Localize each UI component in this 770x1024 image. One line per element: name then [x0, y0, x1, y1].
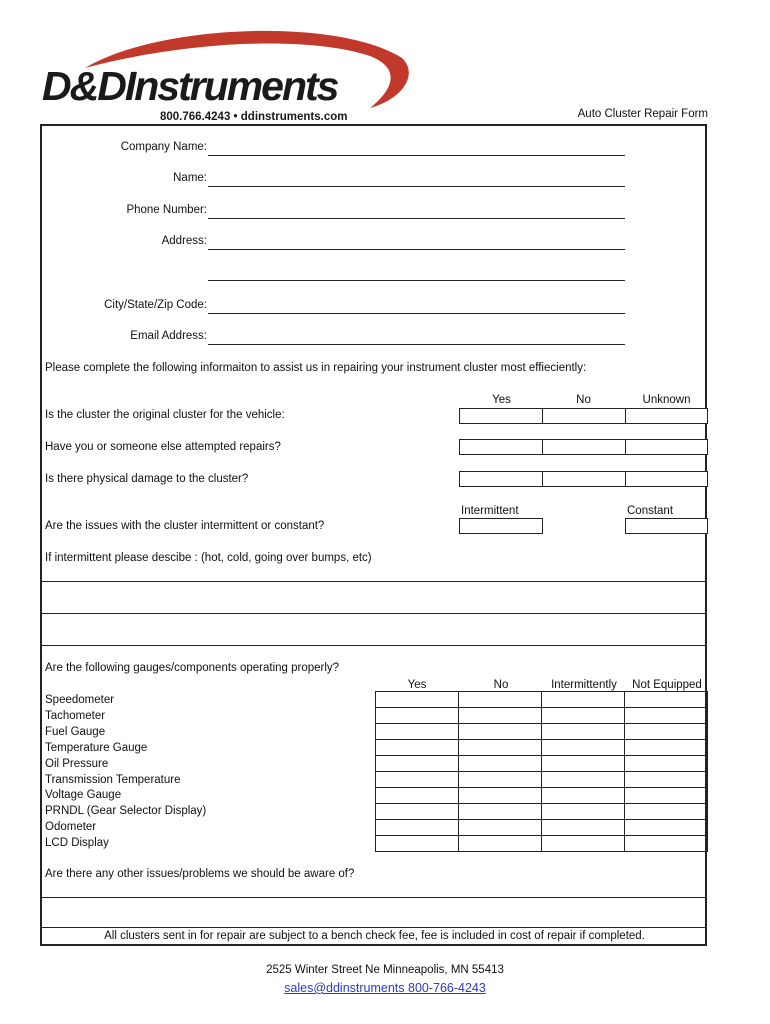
other-issues-field[interactable] [42, 898, 707, 927]
gauge-speedometer: Speedometer [45, 694, 115, 706]
gauge-row [376, 788, 708, 804]
gauge-yes-checkbox[interactable] [376, 708, 459, 724]
gauge-not-equipped-checkbox[interactable] [625, 724, 708, 740]
gauge-no-checkbox[interactable] [459, 820, 542, 836]
name-field[interactable] [208, 186, 625, 187]
gauge-intermittently-checkbox[interactable] [542, 692, 625, 708]
footer-address: 2525 Winter Street Ne Minneapolis, MN 55413 [266, 964, 504, 976]
question-attempted-repairs: Have you or someone else attempted repairs? [45, 441, 281, 453]
answer-unknown-box[interactable] [625, 408, 708, 424]
gauge-row [376, 756, 708, 772]
gauge-not-equipped-checkbox[interactable] [625, 740, 708, 756]
intermittent-description-field-2[interactable] [42, 614, 707, 645]
gauge-oil-pressure: Oil Pressure [45, 757, 109, 770]
email-label: Email Address: [130, 330, 207, 342]
gauge-yes-checkbox[interactable] [376, 788, 459, 804]
gauge-row [376, 772, 708, 788]
gauge-intermittently-checkbox[interactable] [542, 756, 625, 772]
phone-label: Phone Number: [126, 204, 207, 216]
gauge-no-checkbox[interactable] [459, 772, 542, 788]
gauge-row [376, 692, 708, 708]
gauge-no-checkbox[interactable] [459, 756, 542, 772]
gauge-col-header-intermittently: Intermittently [551, 679, 617, 691]
logo-wordmark: D&DInstruments [42, 63, 338, 109]
gauge-row [376, 740, 708, 756]
gauge-col-header-not-equipped: Not Equipped [632, 679, 702, 691]
gauges-question: Are the following gauges/components operating properly? [45, 662, 340, 674]
gauge-not-equipped-checkbox[interactable] [625, 788, 708, 804]
address-line-2-field[interactable] [208, 280, 625, 281]
gauge-intermittently-checkbox[interactable] [542, 708, 625, 724]
company-name-field[interactable] [208, 155, 625, 156]
gauge-row [376, 820, 708, 836]
col-header-no: No [576, 394, 591, 406]
gauge-not-equipped-checkbox[interactable] [625, 836, 708, 852]
answer-no-box[interactable] [542, 408, 626, 424]
intermittent-description-field-1[interactable] [42, 582, 707, 613]
answer-yes-box[interactable] [459, 439, 543, 455]
gauge-no-checkbox[interactable] [459, 708, 542, 724]
phone-field[interactable] [208, 218, 625, 219]
gauge-not-equipped-checkbox[interactable] [625, 820, 708, 836]
gauge-no-checkbox[interactable] [459, 788, 542, 804]
gauge-lcd-display: LCD Display [45, 837, 109, 850]
form-title: Auto Cluster Repair Form [577, 108, 708, 120]
question-physical-damage: Is there physical damage to the cluster? [45, 473, 249, 485]
company-name-label: Company Name: [120, 141, 207, 153]
gauge-tachometer: Tachometer [45, 709, 106, 722]
gauge-yes-checkbox[interactable] [376, 836, 459, 852]
gauge-temperature: Temperature Gauge [45, 741, 148, 754]
answer-unknown-box[interactable] [625, 439, 708, 455]
answer-constant-box[interactable] [625, 518, 708, 534]
gauge-row [376, 836, 708, 852]
address-label: Address: [161, 235, 207, 247]
gauge-intermittently-checkbox[interactable] [542, 820, 625, 836]
question-intermittent-constant: Are the issues with the cluster intermittent or constant? [45, 520, 325, 532]
gauge-status-grid [375, 691, 708, 852]
question-original-cluster: Is the cluster the original cluster for the vehicle: [45, 409, 285, 421]
gauge-no-checkbox[interactable] [459, 804, 542, 820]
company-logo [40, 28, 415, 128]
footer-contact-wrapper [0, 981, 770, 995]
logo-contact-line: 800.766.4243 • ddinstruments.com [160, 111, 348, 123]
gauge-row [376, 708, 708, 724]
col-header-unknown: Unknown [642, 394, 691, 406]
gauge-not-equipped-checkbox[interactable] [625, 692, 708, 708]
intro-text: Please complete the following informaiton to assist us in repairing your instrument cluster most effieciently: [45, 362, 587, 374]
gauge-transmission-temperature: Transmission Temperature [45, 773, 181, 786]
answer-yes-box[interactable] [459, 471, 543, 487]
answer-no-box[interactable] [542, 439, 626, 455]
gauge-intermittently-checkbox[interactable] [542, 772, 625, 788]
gauge-prndl: PRNDL (Gear Selector Display) [45, 805, 207, 818]
gauge-yes-checkbox[interactable] [376, 724, 459, 740]
name-label: Name: [173, 172, 207, 184]
gauge-yes-checkbox[interactable] [376, 756, 459, 772]
gauge-intermittently-checkbox[interactable] [542, 836, 625, 852]
divider [42, 927, 707, 928]
answer-intermittent-box[interactable] [459, 518, 543, 534]
gauge-row [376, 804, 708, 820]
gauge-odometer: Odometer [45, 821, 97, 834]
col-header-intermittent: Intermittent [461, 505, 519, 517]
col-header-constant: Constant [627, 505, 674, 517]
gauge-fuel: Fuel Gauge [45, 725, 106, 738]
gauge-not-equipped-checkbox[interactable] [625, 804, 708, 820]
gauge-intermittently-checkbox[interactable] [542, 804, 625, 820]
intermittent-describe-prompt: If intermittent please descibe : (hot, cold, going over bumps, etc) [45, 552, 372, 564]
gauge-name-list [45, 693, 206, 852]
footer-contact-link[interactable]: sales@ddinstruments 800-766-4243 [284, 981, 486, 995]
gauge-yes-checkbox[interactable] [376, 820, 459, 836]
gauge-not-equipped-checkbox[interactable] [625, 708, 708, 724]
other-issues-question: Are there any other issues/problems we should be aware of? [45, 868, 355, 880]
gauge-intermittently-checkbox[interactable] [542, 740, 625, 756]
answer-unknown-box[interactable] [625, 471, 708, 487]
city-state-zip-label: City/State/Zip Code: [104, 299, 207, 311]
col-header-yes: Yes [492, 394, 511, 406]
gauge-not-equipped-checkbox[interactable] [625, 756, 708, 772]
gauge-voltage: Voltage Gauge [45, 789, 122, 802]
gauge-yes-checkbox[interactable] [376, 692, 459, 708]
gauge-yes-checkbox[interactable] [376, 804, 459, 820]
bench-fee-note: All clusters sent in for repair are subject to a bench check fee, fee is included in cost of repair if completed. [104, 930, 645, 942]
gauge-col-header-yes: Yes [407, 679, 427, 691]
answer-no-box[interactable] [542, 471, 626, 487]
gauge-no-checkbox[interactable] [459, 692, 542, 708]
divider [42, 645, 707, 646]
address-field[interactable] [208, 249, 625, 250]
gauge-yes-checkbox[interactable] [376, 772, 459, 788]
gauge-no-checkbox[interactable] [459, 724, 542, 740]
answer-yes-box[interactable] [459, 408, 543, 424]
gauge-intermittently-checkbox[interactable] [542, 724, 625, 740]
gauge-intermittently-checkbox[interactable] [542, 788, 625, 804]
gauge-no-checkbox[interactable] [459, 836, 542, 852]
gauge-col-header-no: No [493, 679, 509, 691]
email-field[interactable] [208, 344, 625, 345]
gauge-yes-checkbox[interactable] [376, 740, 459, 756]
gauge-no-checkbox[interactable] [459, 740, 542, 756]
gauge-row [376, 724, 708, 740]
city-state-zip-field[interactable] [208, 313, 625, 314]
gauge-not-equipped-checkbox[interactable] [625, 772, 708, 788]
